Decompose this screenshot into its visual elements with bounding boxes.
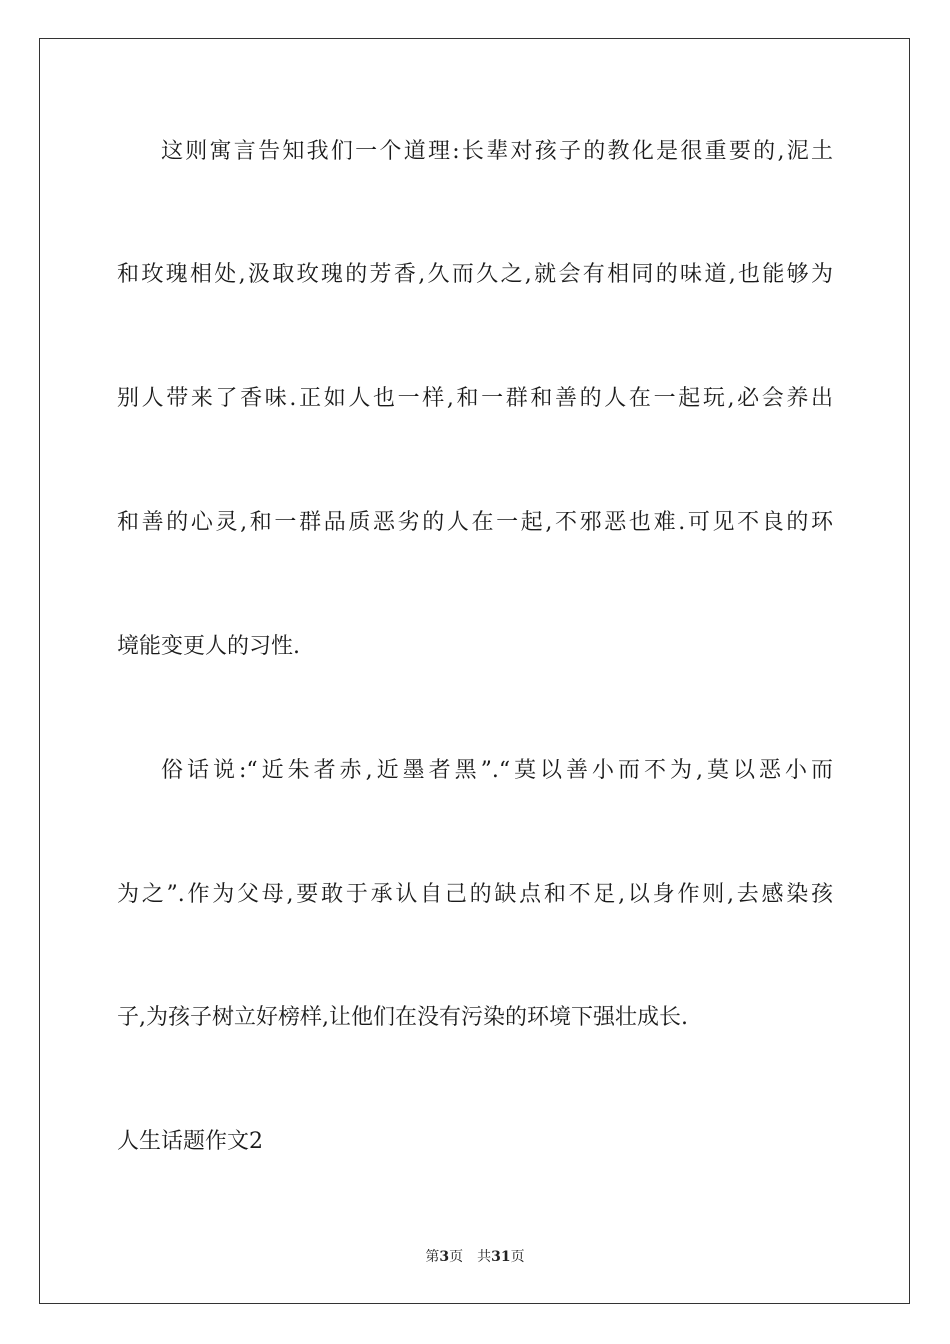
paragraph-1-line-3: 别人带来了香味.正如人也一样,和一群和善的人在一起玩,必会养出 <box>117 386 833 411</box>
paragraph-2-line-3: 子,为孩子树立好榜样,让他们在没有污染的环境下强壮成长. <box>117 1005 688 1030</box>
paragraph-2-line-1: 俗话说:“近朱者赤,近墨者黑”.“莫以善小而不为,莫以恶小而 <box>161 758 833 783</box>
page-footer <box>0 1247 950 1267</box>
footer-page-prefix: 第 <box>425 1249 440 1265</box>
footer-total-pages: 31 <box>491 1249 511 1265</box>
paragraph-1-line-2: 和玫瑰相处,汲取玫瑰的芳香,久而久之,就会有相同的味道,也能够为 <box>117 262 833 287</box>
footer-total-prefix: 共 <box>477 1249 492 1265</box>
footer-page-number: 3 <box>439 1249 450 1265</box>
paragraph-1-line-1: 这则寓言告知我们一个道理:长辈对孩子的教化是很重要的,泥土 <box>161 139 833 164</box>
footer-page-suffix: 页 <box>449 1249 464 1265</box>
footer-total-suffix: 页 <box>510 1249 525 1265</box>
paragraph-2-line-2: 为之”.作为父母,要敢于承认自己的缺点和不足,以身作则,去感染孩 <box>117 882 833 907</box>
paragraph-1-line-5: 境能变更人的习性. <box>117 634 300 659</box>
page-frame <box>39 38 910 1304</box>
paragraph-1-line-4: 和善的心灵,和一群品质恶劣的人在一起,不邪恶也难.可见不良的环 <box>117 510 833 535</box>
section-heading: 人生话题作文2 <box>117 1129 263 1154</box>
